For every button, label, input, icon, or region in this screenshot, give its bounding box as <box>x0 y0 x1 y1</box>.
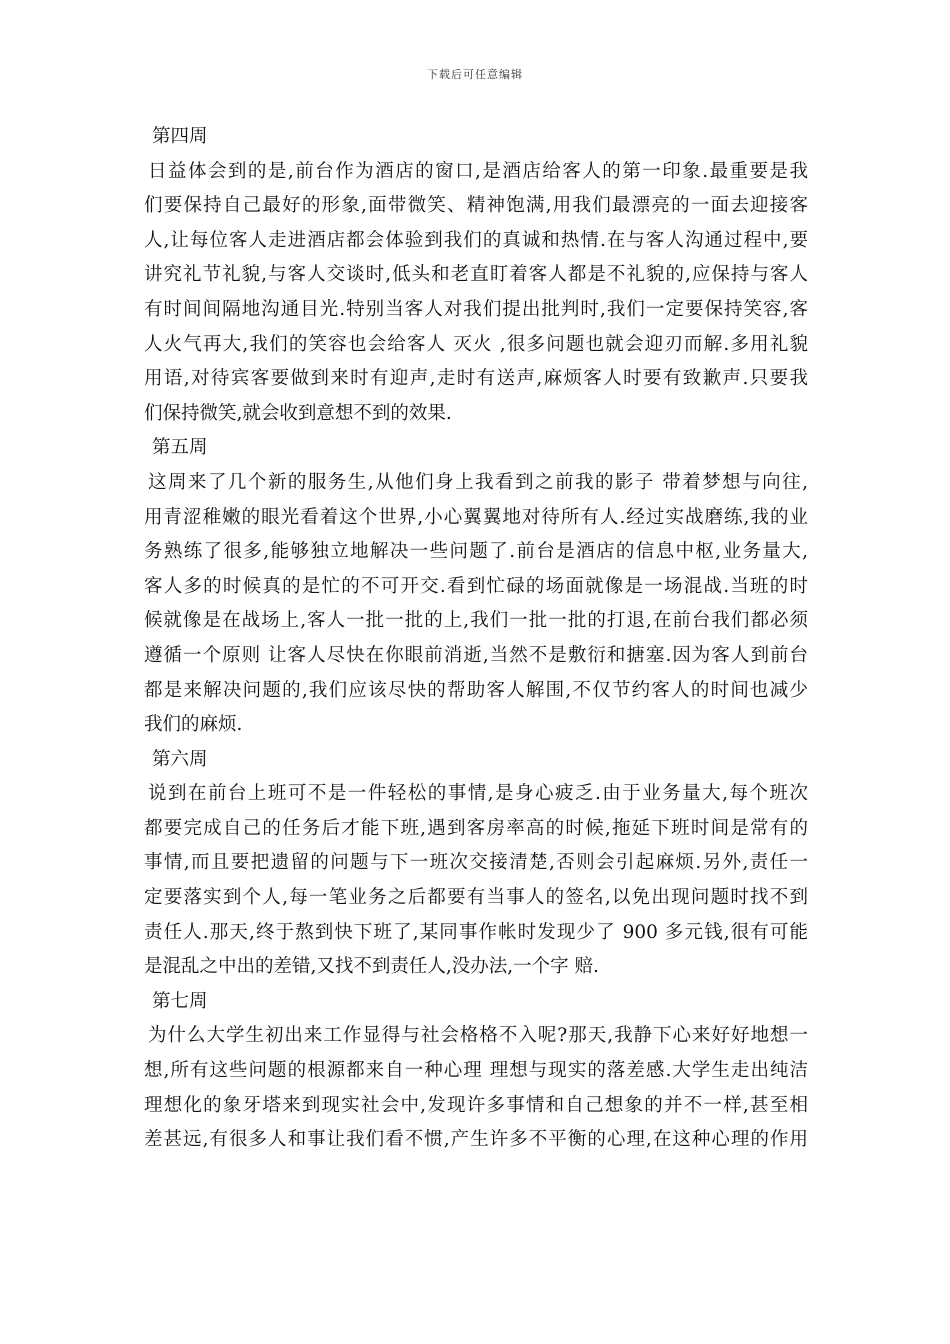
paragraph-line: 这周来了几个新的服务生,从他们身上我看到之前我的影子 带着梦想与向往, <box>148 471 808 493</box>
section-heading-week7: 第七周 <box>152 990 208 1012</box>
paragraph-line: 我们的麻烦. <box>144 714 243 736</box>
paragraph-line: 有时间间隔地沟通目光.特别当客人对我们提出批判时,我们一定要保持笑容,客 <box>144 298 808 320</box>
document-body <box>144 120 808 1158</box>
paragraph-line: 务熟练了很多,能够独立地解决一些问题了.前台是酒店的信息中枢,业务量大, <box>144 541 808 563</box>
paragraph-line: 们要保持自己最好的形象,面带微笑、精神饱满,用我们最漂亮的一面去迎接客 <box>144 195 808 217</box>
paragraph-line: 为什么大学生初出来工作显得与社会格格不入呢?那天,我静下心来好好地想一 <box>148 1025 808 1047</box>
section-heading-week5: 第五周 <box>152 437 208 459</box>
paragraph-line: 是混乱之中出的差错,又找不到责任人,没办法,一个字 赔. <box>144 956 599 978</box>
paragraph-line: 讲究礼节礼貌,与客人交谈时,低头和老直盯着客人都是不礼貌的,应保持与客人 <box>144 264 808 286</box>
section-heading-week4: 第四周 <box>152 126 208 147</box>
paragraph-line: 差甚远,有很多人和事让我们看不惯,产生许多不平衡的心理,在这种心理的作用 <box>144 1129 808 1151</box>
paragraph-line: 理想化的象牙塔来到现实社会中,发现许多事情和自己想象的并不一样,甚至相 <box>144 1094 808 1116</box>
paragraph-line: 责任人.那天,终于熬到快下班了,某同事作帐时发现少了 900 多元钱,很有可能 <box>144 921 808 943</box>
paragraph-line: 人火气再大,我们的笑容也会给客人 灭火 ,很多问题也就会迎刃而解.多用礼貌 <box>144 333 808 355</box>
paragraph-line: 想,所有这些问题的根源都来自一种心理 理想与现实的落差感.大学生走出纯洁 <box>144 1060 808 1082</box>
paragraph-line: 们保持微笑,就会收到意想不到的效果. <box>144 402 452 424</box>
paragraph-line: 用语,对待宾客要做到来时有迎声,走时有送声,麻烦客人时要有致歉声.只要我 <box>144 368 808 390</box>
paragraph-line: 客人多的时候真的是忙的不可开交.看到忙碌的场面就像是一场混战.当班的时 <box>144 575 808 597</box>
paragraph-line: 遵循一个原则 让客人尽快在你眼前消逝,当然不是敷衍和搪塞.因为客人到前台 <box>144 644 808 666</box>
paragraph-line: 候就像是在战场上,客人一批一批的上,我们一批一批的打退,在前台我们都必须 <box>144 610 808 632</box>
section-heading-week6: 第六周 <box>152 748 208 770</box>
page-header-note: 下载后可任意编辑 <box>427 68 523 81</box>
paragraph-line: 说到在前台上班可不是一件轻松的事情,是身心疲乏.由于业务量大,每个班次 <box>148 783 808 805</box>
paragraph-line: 日益体会到的是,前台作为酒店的窗口,是酒店给客人的第一印象.最重要是我 <box>148 160 808 182</box>
paragraph-line: 都要完成自己的任务后才能下班,遇到客房率高的时候,拖延下班时间是常有的 <box>144 817 808 839</box>
paragraph-line: 事情,而且要把遗留的问题与下一班次交接清楚,否则会引起麻烦.另外,责任一 <box>144 852 808 874</box>
paragraph-line: 都是来解决问题的,我们应该尽快的帮助客人解围,不仅节约客人的时间也减少 <box>144 679 808 701</box>
paragraph-line: 用青涩稚嫩的眼光看着这个世界,小心翼翼地对待所有人.经过实战磨练,我的业 <box>144 506 808 528</box>
paragraph-line: 定要落实到个人,每一笔业务之后都要有当事人的签名,以免出现问题时找不到 <box>144 887 808 909</box>
paragraph-line: 人,让每位客人走进酒店都会体验到我们的真诚和热情.在与客人沟通过程中,要 <box>144 229 808 251</box>
